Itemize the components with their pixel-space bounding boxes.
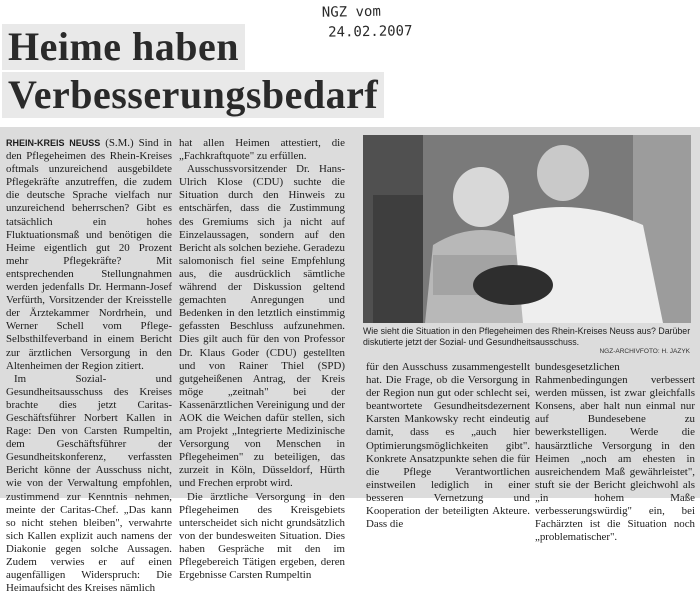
article-column-3 [366,361,530,531]
article-column-2 [179,137,346,582]
article-paragraph: RHEIN-KREIS NEUSS (S.M.) Sind in den Pflegeheimen des Rhein-Kreises oftmals unzureichend ausgebildete Pflegekräfte anzutreffen, die zudem die deutsche Sprache vielfach nur unzureichend beherrschen? Gibt es tatsächlich ein hohes Fluktuationsmaß und benötigen die Heime eigentlich gut 20 Prozent mehr Pflegekräfte? Mit entsprechenden Stellungnahmen werden jedenfalls Dr. Hermann-Josef Verfürth, Vorsitzender der Kreisstelle der Ärztekammer Nordrhein, und Werner Schell vom Pflege-Selbsthilfeverband in einem Bericht zur ärztlichen Versorgung in den Altenheimen der Region zitiert. [6,137,172,372]
article-paragraph: Im Sozial- und Gesundheitsausschuss des Kreises brachte dies jetzt Caritas-Geschäftsführer Norbert Kallen in Rage: Den von Carsten Rumpeltin, dem Geschäftsführer der Gesundheitskonferenz, verfassten Bericht könne der Ausschuss nicht, wie von der Verwaltung empfohlen, zustimmend zur Kenntnis nehmen, meinte der Caritas-Chef. „Das kann so nicht stehen bleiben", verwahrte sich Kallen explizit auch namens der Diakonie gegen solche Aussagen. Zudem verwies er auf einen augenfälligen Widerspruch: Die Heimaufsicht des Kreises nämlich [6,372,172,595]
article-photo [363,135,691,323]
article-column-4 [535,361,695,544]
dateline: RHEIN-KREIS NEUSS [6,138,101,148]
note-line1: NGZ vom [321,3,381,21]
article-paragraph: Die ärztliche Versorgung in den Pflegeheimen des Kreisgebiets unterscheidet sich nicht grundsätzlich von der bundesweiten Situation. Dies haben Gespräche mit den im Pflegebereich Tätigen ergeben, deren Ergebnisse Carsten Rumpeltin [179,490,345,582]
article-paragraph: hat allen Heimen attestiert, die „Fachkraftquote" zu erfüllen. [179,137,345,163]
handwritten-note [322,1,413,43]
photo-illustration [363,135,691,323]
article-paragraph: bundesgesetzlichen Rahmenbedingungen verbessert werden müssen, ist zwar gleichfalls Konsens, aber halt nun einmal nur auf Bundesebene zu bewerkstelligen. Werde die hausärztliche Versorgung in den Heimen „noch am ehesten in ausreichendem Maß gewährleistet", stuft sie der Bericht gleichwohl als „in hohem Maße verbesserungswürdig" ein, bei Fachärzten ist die Situation noch „problematischer". [535,361,695,544]
article-body [0,127,700,595]
headline-line1: Heime haben [2,24,245,70]
note-line2: 24.02.2007 [328,23,413,41]
headline-line2: Verbesserungsbedarf [2,72,384,118]
article-paragraph: für den Ausschuss zusammengestellt hat. Die Frage, ob die Versorgung in der Region nun gut oder schlecht sei, beantwortete Gesundheitsdezernent Karsten Mankowsky recht eindeutig damit, dass es „auch hier Optimierungsmöglichkeiten gibt". Konkrete Ansatzpunkte sehen die für die Pflege Verantwortlichen einstweilen lediglich in einer besseren Vernetzung und Kooperation der beteiligten Akteure. Dass die [366,361,530,531]
photo-caption: Wie sieht die Situation in den Pflegeheimen des Rhein-Kreises Neuss aus? Darüber diskutierte jetzt der Sozial- und Gesundheitsausschuss. [363,326,691,347]
photo-credit: NGZ-ARCHIVFOTO: H. JAZYK [599,348,690,355]
article-column-1 [6,137,172,595]
article-paragraph: Ausschussvorsitzender Dr. Hans-Ulrich Klose (CDU) suchte die Situation durch den Hinweis zu entschärfen, dass die Zustimmung des Gremiums sich ja nicht auf Einzelaussagen, sondern auf den Bericht als solchen beziehe. Geradezu salomonisch fiel seine Empfehlung aus, die ausdrücklich sämtliche während der Diskussion geltend gemachten Anregungen und Bedenken in den letztlich einstimmig gefassten Beschluss aufzunehmen. Dies gilt auch für den von Professor Dr. Klaus Goder (CDU) gestellten und von Rainer Thiel (SPD) gutgeheißenen Antrag, der Kreis möge „zeitnah" bei der Kassenärztlichen Vereinigung und der AOK die Weichen dafür stellen, sich am Projekt „Integrierte Medizinische Versorgung von Menschen in Pflegeheimen" zu beteiligen, das zurzeit in Köln, Düsseldorf, Hürth und Frechen erprobt wird. [179,163,346,490]
